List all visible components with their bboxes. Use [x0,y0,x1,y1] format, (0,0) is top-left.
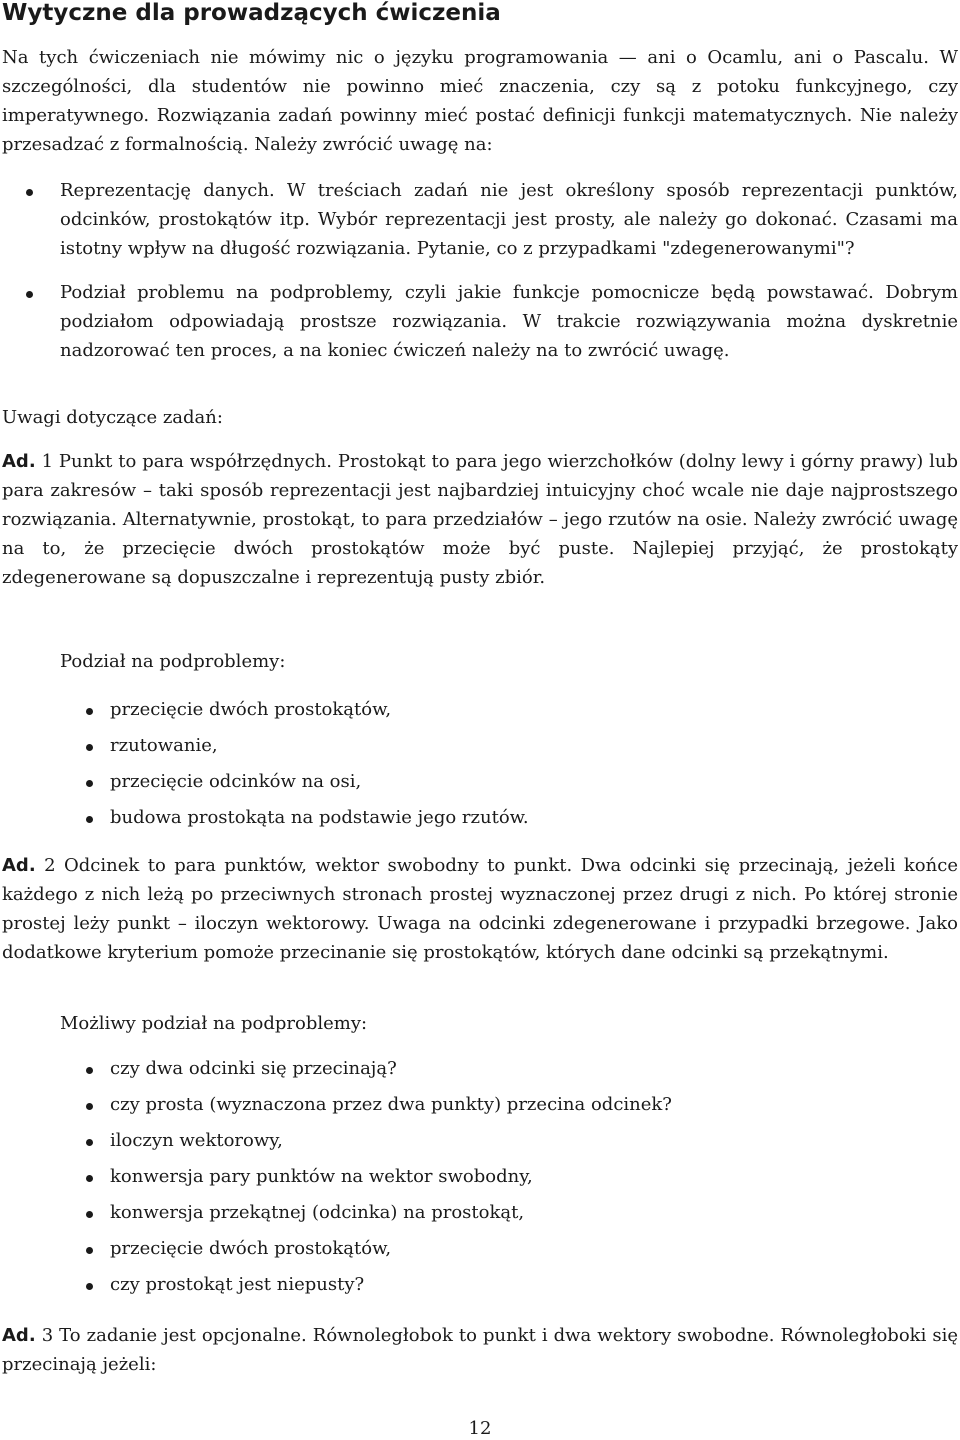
bullet-icon [86,1067,93,1074]
list-item-text: czy prosta (wyznaczona przez dwa punkty) przecina odcinek? [110,1094,672,1115]
list-item-text: przecięcie odcinków na osi, [110,771,362,792]
list-item [60,695,958,724]
list-item [60,1162,958,1191]
list-item-text: przecięcie dwóch prostokątów, [110,1238,392,1259]
list-item-text: konwersja przekątnej (odcinka) na prostokąt, [110,1202,525,1223]
bullet-icon [86,1211,93,1218]
ad-number: 2 [44,855,56,876]
list-item [2,176,958,263]
list-item [60,1090,958,1119]
bullet-icon [86,1139,93,1146]
list-item [2,278,958,365]
ad-label: Ad. [2,451,36,472]
list-item [60,731,958,760]
section-title: Wytyczne dla prowadzących ćwiczenia [2,0,501,26]
ad2-subheading: Możliwy podział na podproblemy: [60,1013,368,1034]
guidelines-list [2,176,958,365]
ad3-text: To zadanie jest opcjonalne. Równoległobok to punkt i dwa wektory swobodne. Równoległoboki się przecinają jeżeli: [2,1325,958,1375]
list-item-text: konwersja pary punktów na wektor swobodny, [110,1166,533,1187]
bullet-icon [86,780,93,787]
ad-label: Ad. [2,855,36,876]
bullet-icon [86,1247,93,1254]
bullet-icon [26,189,33,196]
ad1-paragraph [2,447,958,592]
list-item [60,803,958,832]
list-item [60,1234,958,1263]
ad2-list [60,1054,958,1306]
notes-heading: Uwagi dotyczące zadań: [2,407,223,428]
list-item-text: rzutowanie, [110,735,218,756]
bullet-icon [86,744,93,751]
ad3-paragraph [2,1321,958,1379]
ad-number: 1 [41,451,54,472]
ad-label: Ad. [2,1325,36,1346]
ad2-paragraph [2,851,958,967]
guideline-text: Podział problemu na podproblemy, czyli jakie funkcje pomocnicze będą powstawać. Dobrym podziałom odpowiadają prostsze rozwiązania. W trakcie rozwiązywania można dyskretnie nadzorować ten proces, a na koniec ćwiczeń należy na to zwrócić uwagę. [60,282,958,361]
list-item-text: czy dwa odcinki się przecinają? [110,1058,397,1079]
list-item [60,1126,958,1155]
bullet-icon [86,708,93,715]
ad-number: 3 [41,1325,54,1346]
bullet-icon [26,291,33,298]
ad1-list [60,695,958,839]
bullet-icon [86,1103,93,1110]
bullet-icon [86,816,93,823]
ad2-text: Odcinek to para punktów, wektor swobodny to punkt. Dwa odcinki się przecinają, jeżeli końce każdego z nich leżą po przeciwnych stronach prostej wyznaczonej przez drugi z nich. Po której stronie prostej leży punkt – iloczyn wektorowy. Uwaga na odcinki zdegenerowane i przypadki brzegowe. Jako dodatkowe kryterium pomoże przecinanie się prostokątów, których dane odcinki są przekątnymi. [2,855,958,963]
list-item [60,767,958,796]
bullet-icon [86,1283,93,1290]
list-item [60,1054,958,1083]
page-number: 12 [468,1418,492,1439]
list-item-text: przecięcie dwóch prostokątów, [110,699,392,720]
list-item-text: czy prostokąt jest niepusty? [110,1274,365,1295]
list-item [60,1198,958,1227]
list-item [60,1270,958,1299]
ad1-text: Punkt to para współrzędnych. Prostokąt to para jego wierzchołków (dolny lewy i górny prawy) lub para zakresów – taki sposób reprezentacji jest najbardziej intuicyjny choć wcale nie daje najprostszego rozwiązania. Alternatywnie, prostokąt, to para przedziałów – jego rzutów na osie. Należy zwrócić uwagę na to, że przecięcie dwóch prostokątów może być puste. Najlepiej przyjąć, że prostokąty zdegenerowane są dopuszczalne i reprezentują pusty zbiór. [2,451,958,588]
list-item-text: iloczyn wektorowy, [110,1130,283,1151]
bullet-icon [86,1175,93,1182]
list-item-text: budowa prostokąta na podstawie jego rzutów. [110,807,529,828]
intro-paragraph: Na tych ćwiczeniach nie mówimy nic o języku programowania — ani o Ocamlu, ani o Pascalu. W szczególności, dla studentów nie powinno mieć znaczenia, czy są z potoku funkcyjnego, czy imperatywnego. Rozwiązania zadań powinny mieć postać definicji funkcji matematycznych. Nie należy przesadzać z formalnością. Należy zwrócić uwagę na: [2,47,958,155]
ad1-subheading: Podział na podproblemy: [60,651,286,672]
guideline-text: Reprezentację danych. W treściach zadań nie jest określony sposób reprezentacji punktów, odcinków, prostokątów itp. Wybór reprezentacji jest prosty, ale należy go dokonać. Czasami ma istotny wpływ na długość rozwiązania. Pytanie, co z przypadkami "zdegenerowanymi"? [60,180,958,259]
